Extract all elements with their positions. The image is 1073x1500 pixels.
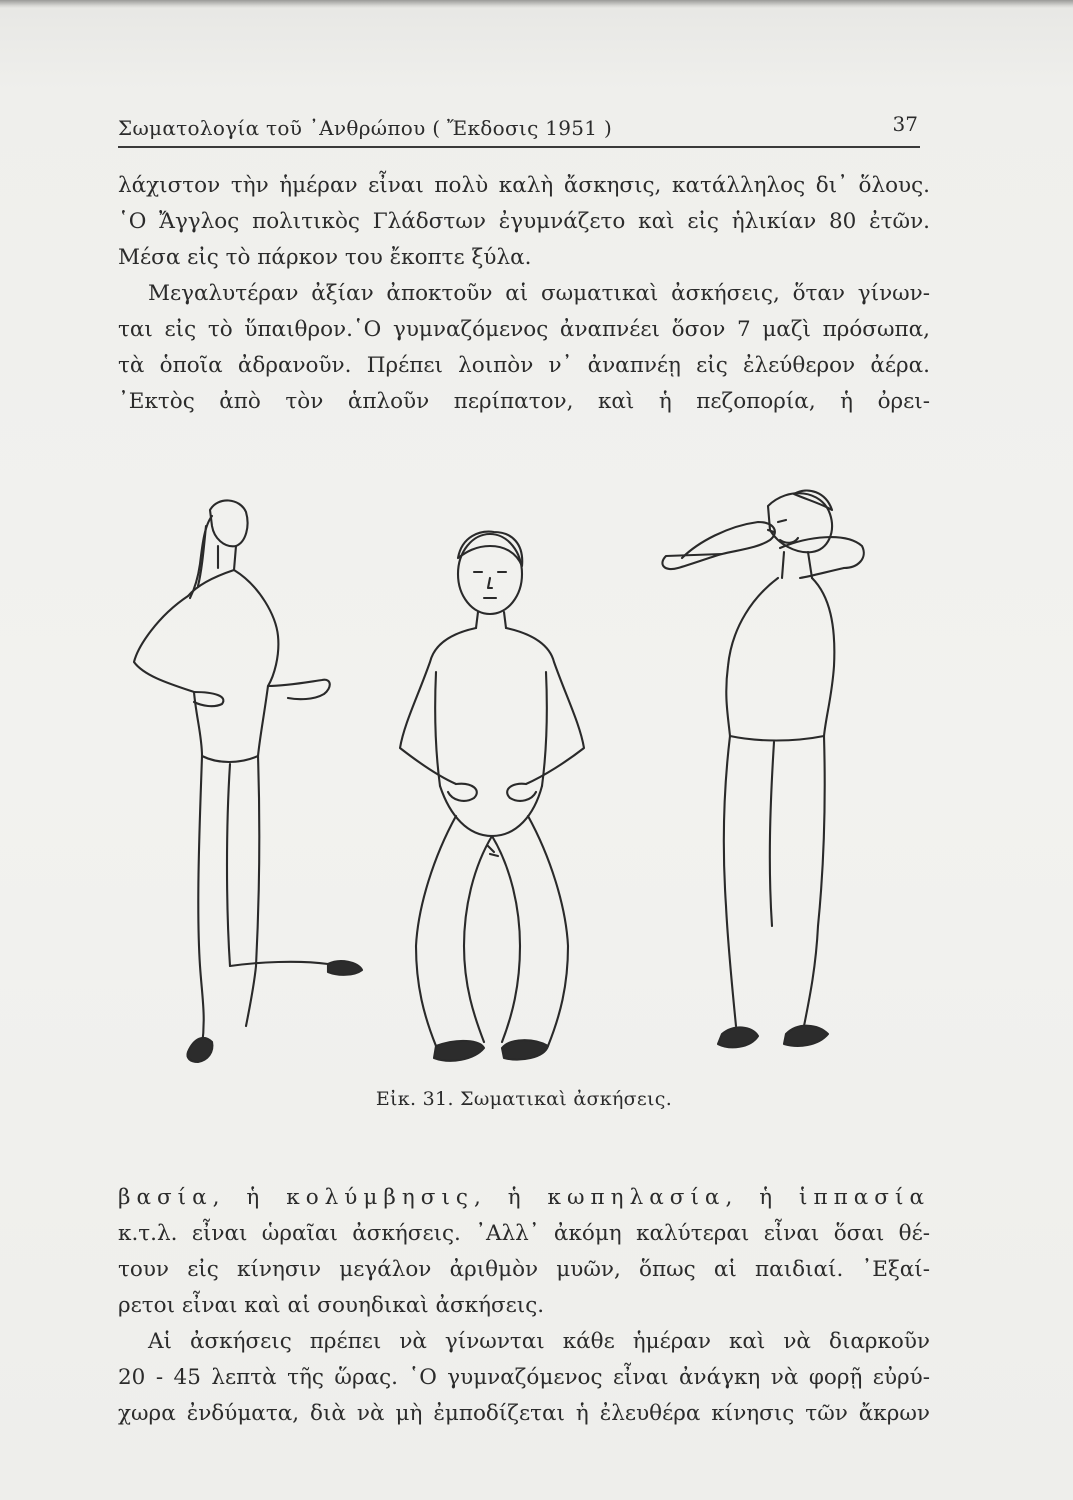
- text-line: βασία, ἡ κολύμβησις, ἡ κωπηλασία, ἡ ἱππασία: [118, 1185, 930, 1210]
- text-line: ᾿Εκτὸς ἀπὸ τὸν ἁπλοῦν περίπατον, καὶ ἡ πεζοπορία, ἡ ὀρει-: [118, 389, 930, 414]
- page-number: 37: [892, 112, 918, 136]
- text-line: ῾Ο Ἄγγλος πολιτικὸς Γλάδστων ἐγυμνάζετο καὶ εἰς ἡλικίαν 80 ἐτῶν.: [118, 209, 930, 234]
- text-line: τουν εἰς κίνησιν μεγάλον ἀριθμὸν μυῶν, ὅπως αἱ παιδιαί. ᾿Εξαί-: [118, 1257, 930, 1282]
- exercise-illustration: [118, 486, 930, 1076]
- scan-top-edge: [0, 0, 1073, 8]
- text-line: τὰ ὁποῖα ἀδρανοῦν. Πρέπει λοιπὸν ν᾿ ἀναπνέῃ εἰς ἐλεύθερον ἀέρα.: [118, 353, 930, 378]
- woman-figure: [134, 500, 362, 1062]
- text-block-bottom: [118, 1180, 930, 1432]
- running-head: [118, 112, 920, 148]
- text-line: κ.τ.λ. εἶναι ὡραῖαι ἀσκήσεις. ᾿Αλλ᾿ ἀκόμη καλύτεραι εἶναι ὅσαι θέ-: [118, 1221, 930, 1246]
- man-stretch-figure: [662, 491, 863, 1048]
- text-line: ρετοι εἶναι καὶ αἱ σουηδικαὶ ἀσκήσεις.: [118, 1293, 545, 1318]
- text-block-top: [118, 168, 930, 420]
- text-line: Αἱ ἀσκήσεις πρέπει νὰ γίνωνται κάθε ἡμέραν καὶ νὰ διαρκοῦν: [148, 1329, 930, 1354]
- text-line: ται εἰς τὸ ὕπαιθρον.῾Ο γυμναζόμενος ἀναπνέει ὅσον 7 μαζὶ πρόσωπα,: [118, 317, 930, 342]
- text-line: χωρα ἐνδύματα, διὰ νὰ μὴ ἐμποδίζεται ἡ ἐλευθέρα κίνησις τῶν ἄκρων: [118, 1401, 930, 1426]
- man-squat-figure: [400, 532, 584, 1061]
- running-title: Σωματολογία τοῦ ᾿Ανθρώπου ( Ἔκδοσις 1951 ): [118, 116, 613, 140]
- text-line: Μέσα εἰς τὸ πάρκον του ἔκοπτε ξύλα.: [118, 245, 532, 270]
- figure-caption: Εἰκ. 31. Σωματικαὶ ἀσκήσεις.: [375, 1088, 673, 1110]
- text-line: λάχιστον τὴν ἡμέραν εἶναι πολὺ καλὴ ἄσκησις, κατάλληλος δι᾿ ὅλους.: [118, 173, 930, 198]
- text-line: 20 - 45 λεπτὰ τῆς ὥρας. ῾Ο γυμναζόμενος εἶναι ἀνάγκη νὰ φορῇ εὐρύ-: [118, 1365, 930, 1390]
- text-line: Μεγαλυτέραν ἀξίαν ἀποκτοῦν αἱ σωματικαὶ ἀσκήσεις, ὅταν γίνων-: [148, 281, 930, 306]
